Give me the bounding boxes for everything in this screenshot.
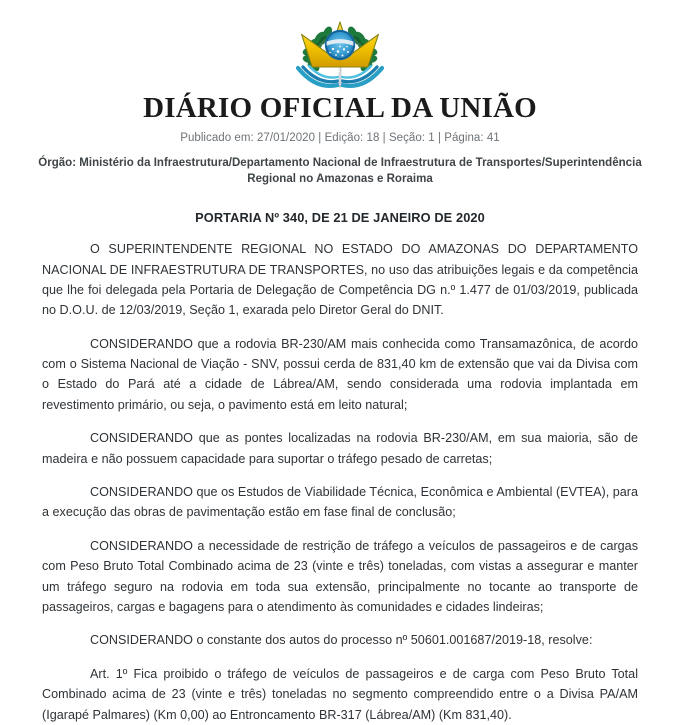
paragraph-considerando-1: CONSIDERANDO que a rodovia BR-230/AM mais conhecida como Transamazônica, de acordo com o Sistema Nacional de Viação - SNV, possui cerda de 831,40 km de extensão que vai da Divisa com o Estado do Pará até a cidade de Lábrea/AM, sendo considerada uma rodovia implantada em revestimento primário, ou seja, o pavimento está em leito natural; <box>42 336 638 412</box>
paragraph-considerando-2: CONSIDERANDO que as pontes localizadas na rodovia BR-230/AM, em sua maioria, são de madeira e não possuem capacidade para suportar o tráfego pesado de carretas; <box>42 431 638 466</box>
paragraph-considerando-5: CONSIDERANDO o constante dos autos do processo nº 50601.001687/2019-18, resolve: <box>90 633 593 648</box>
emblem-container <box>0 16 680 94</box>
emblem-celestial-disc <box>325 30 355 60</box>
brazil-coat-of-arms-icon <box>292 16 388 92</box>
paragraph-considerando-4: CONSIDERANDO a necessidade de restrição de tráfego a veículos de passageiros e de cargas com Peso Bruto Total Combinado acima de 23 (vinte e três) toneladas, com vistas a assegurar e manter um tráfego seguro na rodovia em toda sua extensão, principalmente no tocante ao transporte de passageiros, cargas e bagagens para o atendimento às comunidades e cidades lindeiras; <box>42 538 638 614</box>
masthead <box>0 0 680 188</box>
issuing-organ: Órgão: Ministério da Infraestrutura/Departamento Nacional de Infraestrutura de Transportes/Superintendência Regional no Amazonas e Roraima <box>38 156 642 186</box>
paragraph-considerando-3: CONSIDERANDO que os Estudos de Viabilidade Técnica, Econômica e Ambiental (EVTEA), para a execução das obras de pavimentação estão em fase final de conclusão; <box>42 485 638 520</box>
page-title: DIÁRIO OFICIAL DA UNIÃO <box>143 92 537 124</box>
document-body <box>42 188 638 725</box>
paragraph-preamble: O SUPERINTENDENTE REGIONAL NO ESTADO DO AMAZONAS DO DEPARTAMENTO NACIONAL DE INFRAESTRUTURA DE TRANSPORTES, no uso das atribuições legais e da competência que lhe foi delegada pela Portaria de Delegação de Competência DG n.º 1.477 de 01/03/2019, publicada no D.O.U. de 12/03/2019, Seção 1, exarada pelo Diretor Geral do DNIT. <box>42 242 638 318</box>
paragraph-artigo-1: Art. 1º Fica proibido o tráfego de veículos de passageiros e de carga com Peso Bruto Total Combinado acima de 23 (vinte e três) toneladas no segmento compreendido entre o a Divisa PA/AM (Igarapé Palmares) (Km 0,00) ao Entroncamento BR-317 (Lábrea/AM) (Km 831,40). <box>42 666 638 722</box>
act-heading: PORTARIA Nº 340, DE 21 DE JANEIRO DE 2020 <box>195 210 485 226</box>
publication-meta: Publicado em: 27/01/2020 | Edição: 18 | Seção: 1 | Página: 41 <box>180 132 500 144</box>
